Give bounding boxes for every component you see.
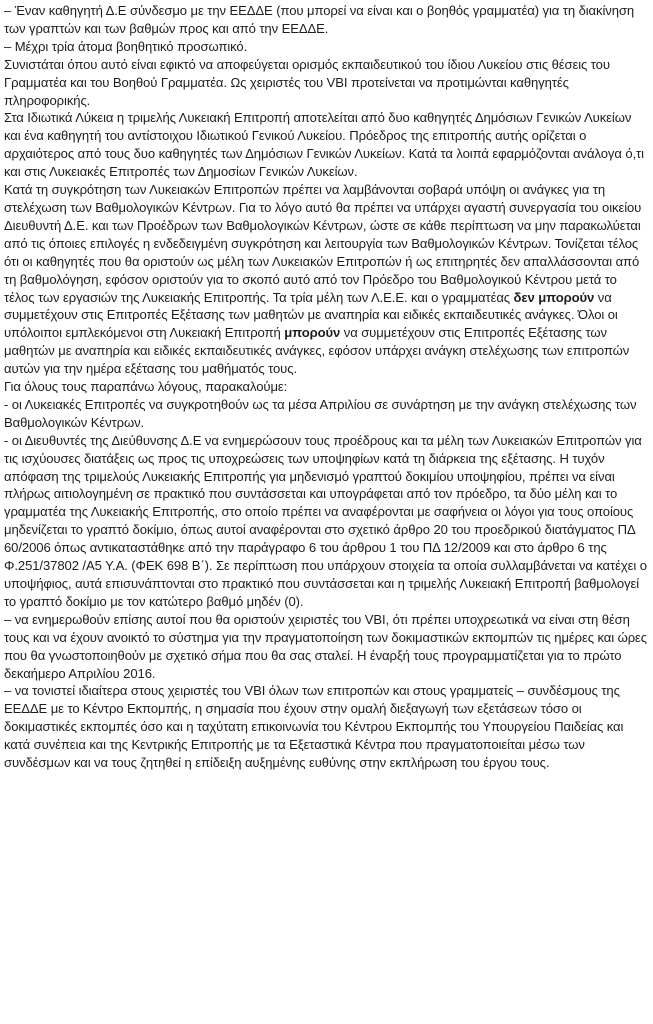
paragraph-text: - οι Λυκειακές Επιτροπές να συγκροτηθούν ως τα μέσα Απριλίου σε συνάρτηση με την ανάγκη στελέχωσης των Βαθμολογικών Κέντρων. [4,396,637,430]
paragraph-text: – Έναν καθηγητή Δ.Ε σύνδεσμο με την ΕΕΔΔΕ (που μπορεί να είναι και ο βοηθός γραμματέα) για τη διακίνηση των γραπτών και των βαθμών προς και από την ΕΕΔΔΕ. [4,3,635,36]
paragraph-text: Συνιστάται όπου αυτό είναι εφικτό να αποφεύγεται ορισμός εκπαιδευτικού του ίδιου Λυκείου στις θέσεις του Γραμματέα και του Βοηθού Γραμματέα. Ως χειριστές του VBI προτείνεται να προτιμώνται καθηγητές πληροφορικής. [4,56,610,108]
paragraph-text: – να τονιστεί ιδιαίτερα στους χειριστές του VBI όλων των επιτροπών και στους γραμματείς – συνδέσμους της ΕΕΔΔΕ με το Κέντρο Εκπομπής, η σημασία που έχουν στην ομαλή διεξαγωγή των εξετάσεων τόσο οι δοκιμαστικές εκπομπές όσο και η ταχύτατη επικοινωνία του Κέντρου Εκπομπής του Υπουργείου Παιδείας και κατά συνέπεια και της Κεντρικής Επιτροπής με τα Εξεταστικά Κέντρα που πραγματοποιείται μέσω των συνδέσμων και να τους ζητηθεί η επίδειξη αυξημένης ευθύνης στην εκπλήρωση του έργου τους. [4,683,624,771]
paragraph-private-schools [4,109,649,181]
paragraph-liaison-teacher [4,2,649,38]
paragraph-text: Στα Ιδιωτικά Λύκεια η τριμελής Λυκειακή Επιτροπή αποτελείται από δυο καθηγητές Δημόσιων Γενικών Λυκείων και ένα καθηγητή του αντίστοιχου Ιδιωτικού Γενικού Λυκείου. Πρόεδρος της επιτροπής αυτής ορίζεται ο αρχαιότερος από τους δυο καθηγητές των Δημόσιων Γενικών Λυκείων. Κατά τα λοιπά εφαρμόζονται ανάλογα ό,τι και στις Λυκειακές Επιτροπές των Δημοσίων Γενικών Λυκείων. [4,110,644,180]
paragraph-request-emphasis-liaisons [4,682,649,772]
paragraph-text: να συμμετέχουν στις Επιτροπές Εξέτασης των μαθητών με αναπηρία και ειδικές εκπαιδευτικές ανάγκες, εφόσον υπάρχει ανάγκη στελέχωσης των επιτροπών αυτών για την ημέρα εξέτασης του μαθήματός τους. [4,325,630,377]
paragraph-text: Για όλους τους παραπάνω λόγους, παρακαλούμε: [4,379,288,395]
emphasis-cannot: δεν μπορούν [513,289,595,305]
paragraph-text: - οι Διευθυντές της Διεύθυνσης Δ.Ε να ενημερώσουν τους προέδρους και τα μέλη των Λυκειακών Επιτροπών για τις ισχύουσες διατάξεις ως προς τις υποχρεώσεις των υποψηφίων κατά τη διάρκεια της εξέτασης. Η τυχόν απόφαση της τριμελούς Λυκειακής Επιτροπής για μηδενισμό γραπτού δοκιμίου υποψηφίου, πρέπει να είναι πλήρως αιτιολογημένη σε πρακτικό που συντάσσεται και υπογράφεται από τον πρόεδρο, τα δύο μέλη και το γραμματέα της Λυκειακής Επιτροπής, στο οποίο πρέπει να αναφέρονται με σαφήνεια οι λόγοι για τους οποίους μηδενίζεται το γραπτό δοκίμιο, όπως αυτοί αναφέρονται στο σχετικό άρθρο 20 του προεδρικού διατάγματος ΠΔ 60/2006 όπως αντικαταστάθηκε από την παράγραφο 6 του άρθρου 1 του ΠΔ 12/2009 και στο άρθρο 6 της Φ.251/37802 /Α5 Υ.Α. (ΦΕΚ 698 Β΄). Σε περίπτωση που υπάρχουν στοιχεία τα οποία συλλαμβάνεται να κατέχει ο υποψήφιος, αυτά επισυνάπτονται στο πρακτικό που συντάσσεται και η τριμελής Λυκειακή Επιτροπή βαθμολογεί το γραπτό δοκίμιο με τον κατώτερο βαθμό μηδέν (0). [4,432,647,609]
paragraph-request-vbi-operators [4,611,649,683]
paragraph-support-staff [4,38,649,56]
paragraph-secretary-recommendation [4,56,649,110]
paragraph-text: – Μέχρι τρία άτομα βοηθητικό προσωπικό. [4,38,248,54]
paragraph-text: – να ενημερωθούν επίσης αυτοί που θα οριστούν χειριστές του VBI, ότι πρέπει υποχρεωτικά να είναι στη θέση τους και να έχουν ανοικτό το σύστημα για την πραγματοποίηση των δοκιμαστικών εκπομπών τις ημέρες και ώρες που θα γνωστοποιηθούν με σχετικό σήμα που θα σας σταλεί. Η έναρξή τους προγραμματίζεται για το πρώτο δεκαήμερο Απριλίου 2016. [4,611,647,681]
paragraph-request-inform-directors [4,432,649,611]
paragraph-text: να συμμετέχουν στις Επιτροπές Εξέτασης των μαθητών με αναπηρία και ειδικές εκπαιδευτικές ανάγκες. Όλοι οι υπόλοιποι εμπλεκόμενοι στη Λυκειακή Επιτροπή [4,289,618,341]
paragraph-request-intro [4,378,649,396]
paragraph-committee-formation [4,181,649,378]
paragraph-request-formation-deadline [4,396,649,432]
emphasis-can: μπορούν [284,325,341,341]
paragraph-text: Κατά τη συγκρότηση των Λυκειακών Επιτροπών πρέπει να λαμβάνονται σοβαρά υπόψη οι ανάγκες για τη στελέχωση των Βαθμολογικών Κέντρων. Για το λόγο αυτό θα πρέπει να υπάρχει αγαστή συνεργασία του οικείου Διευθυντή Δ.Ε. και των Προέδρων των Βαθμολογικών Κέντρων, ώστε σε κάθε περίπτωση να μην παρακωλύεται από τις όποιες επιλογές η ενδεδειγμένη συγκρότηση και λειτουργία των Βαθμολογικών Κέντρων. Τονίζεται τέλος ότι οι καθηγητές που θα οριστούν ως μέλη των Λυκειακών Επιτροπών ή ως επιτηρητές δεν απαλλάσσονται από τη βαθμολόγηση, εφόσον οριστούν για το σκοπό αυτό από τον Πρόεδρο του Βαθμολογικού Κέντρου μετά το τέλος των εργασιών της Λυκειακής Επιτροπής. Τα τρία μέλη των Λ.Ε.Ε. και ο γραμματέας [4,182,642,305]
